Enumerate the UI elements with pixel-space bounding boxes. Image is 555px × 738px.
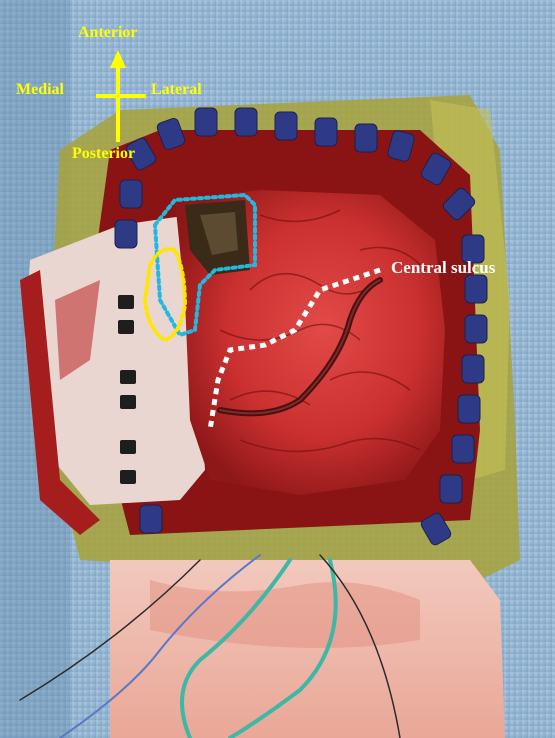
label-posterior: Posterior	[72, 145, 136, 162]
label-central-sulcus: Central sulcus	[391, 258, 496, 277]
label-lateral: Lateral	[151, 81, 202, 98]
label-medial: Medial	[16, 81, 64, 98]
label-anterior: Anterior	[78, 24, 138, 41]
